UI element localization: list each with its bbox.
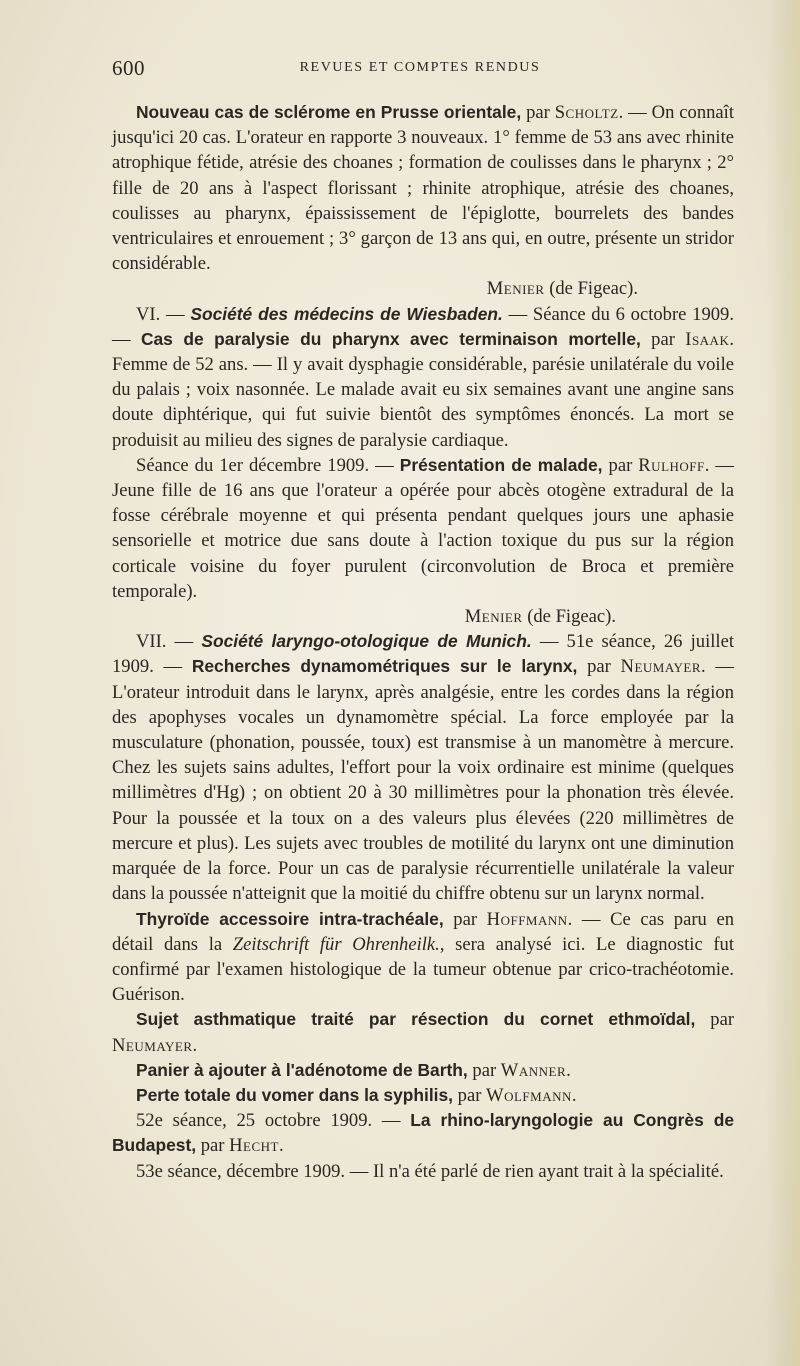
paragraph-thyroide: Thyroïde accessoire intra-trachéale, par Hoffmann. — Ce cas paru en détail dans la Zeitschrift für Ohrenheilk., sera analysé ici. Le diagnostic fut confirmé par l'examen histologique de la tumeur obtenue par crico-trachéotomie. Guérison. (112, 908, 735, 1006)
paragraph-text: , sera analysé ici. Le diagnostic fut confirmé par l'examen histologique de la tumeur obtenue par crico-trachéotomie. Guérison. (112, 933, 735, 1006)
page-edge-shadow (766, 0, 800, 1366)
author-name: Rulhoff (638, 454, 705, 476)
paragraph-text: . — Jeune fille de 16 ans que l'orateur a opérée pour abcès otogène extradural de la fosse cérébrale moyenne et qui présenta pendant quelques jours une aphasie sensorielle et motrice due sans doute à l'action toxique du pus sur la région corticale voisine du foyer purulent (circonvolution de Broca et première temporale). (112, 454, 734, 602)
item-title: Perte totale du vomer dans la syphilis, (136, 1084, 453, 1105)
journal-title: Zeitschrift für Ohrenheilk. (232, 933, 440, 955)
society-name: Société des médecins de Wiesbaden. (190, 303, 503, 324)
page-number: 600 (112, 56, 145, 80)
item-title: Sujet asthmatique traité par résection du cornet ethmoïdal, (136, 1009, 696, 1030)
author-name: Neumayer (112, 1034, 193, 1056)
paragraph-vomer: Perte totale du vomer dans la syphilis, par Wolfmann. (136, 1084, 577, 1106)
author-name: Wanner (500, 1059, 567, 1081)
author-name: Scholtz (554, 102, 619, 123)
signature-name: Menier (464, 606, 523, 628)
signature-name: Menier (486, 278, 545, 300)
paragraph-sclerome: Nouveau cas de sclérome en Prusse orientale, par Scholtz. — On connaît jusqu'ici 20 cas. L'orateur en rapporte 3 nouveaux. 1° femme de 53 ans avec rhinite atrophique fétide, atrésie des choanes ; formation de coulisses dans le pharynx ; 2° fille de 20 ans à l'aspect florissant ; rhinite atrophique, atrésie des choanes, coulisses au pharynx, épaississement de l'épiglotte, bourrelets des bandes ventriculaires et enrouement ; 3° garçon de 13 ans qui, en outre, présente un stridor considérable. (112, 102, 735, 275)
author-name: Wolfmann (486, 1084, 572, 1106)
paragraph-panier: Panier à ajouter à l'adénotome de Barth, par Wanner. (136, 1059, 571, 1081)
item-title: La rhino-laryngologie au Congrès de Budapest, (112, 1110, 734, 1156)
page-header (112, 56, 728, 86)
paragraph-asthme: Sujet asthmatique traité par résection du cornet ethmoïdal, par Neumayer. (112, 1009, 735, 1056)
running-head: REVUES ET COMPTES RENDUS (299, 60, 541, 75)
society-name: Société laryngo-otologique de Munich. (201, 631, 532, 652)
paragraph-text: . — L'orateur introduit dans le larynx, après analgésie, entre les cordes dans la région des apophyses vocales un dynamomètre spécial. La force employée par la musculature (phonation, poussée, toux) est transmise à un manomètre à mercure. Chez les sujets sains adultes, l'effort pour la voix ordinaire est minime (quelques millimètres d'Hg) ; on obtient 20 à 30 millimètres pour la phonation très élevée. Pour la poussée et la toux on a des valeurs plus élevées (220 millimètres de mercure et plus). Les sujets avec troubles de motilité du larynx ont une diminution marquée de la force. Pour un cas de paralysie récurrentielle unilatérale la valeur dans la poussée n'atteignit que la moitié du chiffre obtenu sur un larynx normal. (112, 656, 734, 905)
paragraph-text: . — On connaît jusqu'ici 20 cas. L'orateur en rapporte 3 nouveaux. 1° femme de 53 ans avec rhinite atrophique fétide, atrésie des choanes ; formation de coulisses dans le pharynx ; 2° fille de 20 ans à l'aspect florissant ; rhinite atrophique, atrésie des choanes, coulisses au pharynx, épaississement de l'épiglotte, bourrelets des bandes ventriculaires et enrouement ; 3° garçon de 13 ans qui, en outre, présente un stridor considérable. (112, 102, 735, 275)
item-title: Recherches dynamométriques sur le larynx, (191, 656, 578, 677)
signature: Menier (de Figeac). (464, 606, 616, 628)
author-name: Hoffmann (486, 908, 568, 930)
item-title: Thyroïde accessoire intra-trachéale, (136, 908, 444, 929)
signature: Menier (de Figeac). (486, 278, 638, 300)
item-title: Panier à ajouter à l'adénotome de Barth, (136, 1059, 468, 1080)
item-title: Présentation de malade, (399, 454, 603, 475)
paragraph-text: 53e séance, décembre 1909. — Il n'a été parlé de rien ayant trait à la spécialité. (136, 1160, 724, 1182)
paragraph-text: . Femme de 52 ans. — Il y avait dysphagie considérable, parésie unilatérale du voile du palais ; voix nasonnée. Le malade avait eu six semaines avant une angine sans doute diphtérique, qui fut suivie bientôt des symptômes énoncés. La mort se produisit au milieu des signes de paralysie cardiaque. (112, 328, 734, 451)
author-name: Hecht (229, 1135, 279, 1157)
article-body (112, 100, 734, 1184)
paragraph-wiesbaden: VI. — Société des médecins de Wiesbaden. — Séance du 6 octobre 1909. — Cas de paralysie du pharynx avec terminaison mortelle, par Isaak. Femme de 52 ans. — Il y avait dysphagie considérable, parésie unilatérale du voile du palais ; voix nasonnée. Le malade avait eu six semaines avant une angine sans doute diphtérique, qui fut suivie bientôt des symptômes énoncés. La mort se produisit au milieu des signes de paralysie cardiaque. (112, 303, 734, 451)
item-title: Nouveau cas de sclérome en Prusse orientale, (136, 102, 522, 122)
paragraph-seance-53 (112, 1159, 734, 1184)
paragraph-presentation: Séance du 1er décembre 1909. — Présentation de malade, par Rulhoff. — Jeune fille de 16 ans que l'orateur a opérée pour abcès otogène extradural de la fosse cérébrale moyenne et qui présenta pendant quelques jours une aphasie sensorielle et motrice due sans doute à l'action toxique du pus sur la région corticale voisine du foyer purulent (circonvolution de Broca et première temporale). (112, 454, 734, 602)
paragraph-munich: VII. — Société laryngo-otologique de Munich. — 51e séance, 26 juillet 1909. — Recherches dynamométriques sur le larynx, par Neumayer. — L'orateur introduit dans le larynx, après analgésie, entre les cordes dans la région des apophyses vocales un dynamomètre spécial. La force employée par la musculature (phonation, poussée, toux) est transmise à un manomètre à mercure. Chez les sujets sains adultes, l'effort pour la voix ordinaire est minime (quelques millimètres d'Hg) ; on obtient 20 à 30 millimètres pour la phonation très élevée. Pour la poussée et la toux on a des valeurs plus élevées (220 millimètres de mercure et plus). Les sujets avec troubles de motilité du larynx ont une diminution marquée de la force. Pour un cas de paralysie récurrentielle unilatérale la valeur dans la poussée n'atteignit que la moitié du chiffre obtenu sur un larynx normal. (112, 631, 735, 905)
author-name: Neumayer (620, 656, 702, 678)
author-name: Isaak (685, 328, 730, 350)
item-title: Cas de paralysie du pharynx avec terminaison mortelle, (140, 328, 641, 349)
paragraph-budapest: 52e séance, 25 octobre 1909. — La rhino-laryngologie au Congrès de Budapest, par Hecht. (112, 1110, 734, 1157)
